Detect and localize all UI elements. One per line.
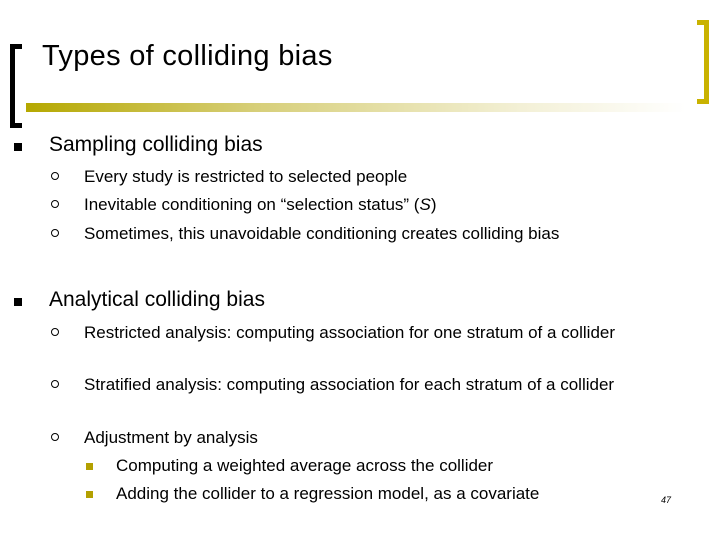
square-bullet-icon	[14, 298, 22, 306]
list-item: Restricted analysis: computing association for one stratum of a collider	[84, 323, 616, 342]
circle-bullet-icon	[51, 380, 59, 388]
list-item: Stratified analysis: computing association for each stratum of a collider	[84, 375, 615, 394]
title-underline	[26, 103, 686, 112]
square-bullet-icon	[86, 463, 93, 470]
section-heading-analytical: Analytical colliding bias	[49, 288, 265, 311]
circle-bullet-icon	[51, 172, 59, 180]
list-item: Every study is restricted to selected people	[84, 167, 408, 186]
circle-bullet-icon	[51, 433, 59, 441]
list-item: Sometimes, this unavoidable conditioning creates colliding bias	[84, 224, 560, 243]
circle-bullet-icon	[51, 200, 59, 208]
sub-list-item: Adding the collider to a regression model, as a covariate	[116, 484, 540, 503]
slide-title: Types of colliding bias	[42, 40, 333, 72]
list-item: Adjustment by analysis	[84, 428, 258, 447]
left-bracket-decoration	[10, 44, 22, 128]
circle-bullet-icon	[51, 328, 59, 336]
italic-variable: S	[419, 195, 431, 214]
section-heading-sampling: Sampling colliding bias	[49, 133, 263, 156]
circle-bullet-icon	[51, 229, 59, 237]
list-item: Inevitable conditioning on “selection status” (S)	[84, 195, 437, 214]
right-bracket-decoration	[697, 20, 709, 104]
square-bullet-icon	[86, 491, 93, 498]
page-number: 47	[661, 495, 672, 505]
square-bullet-icon	[14, 143, 22, 151]
sub-list-item: Computing a weighted average across the collider	[116, 456, 494, 475]
